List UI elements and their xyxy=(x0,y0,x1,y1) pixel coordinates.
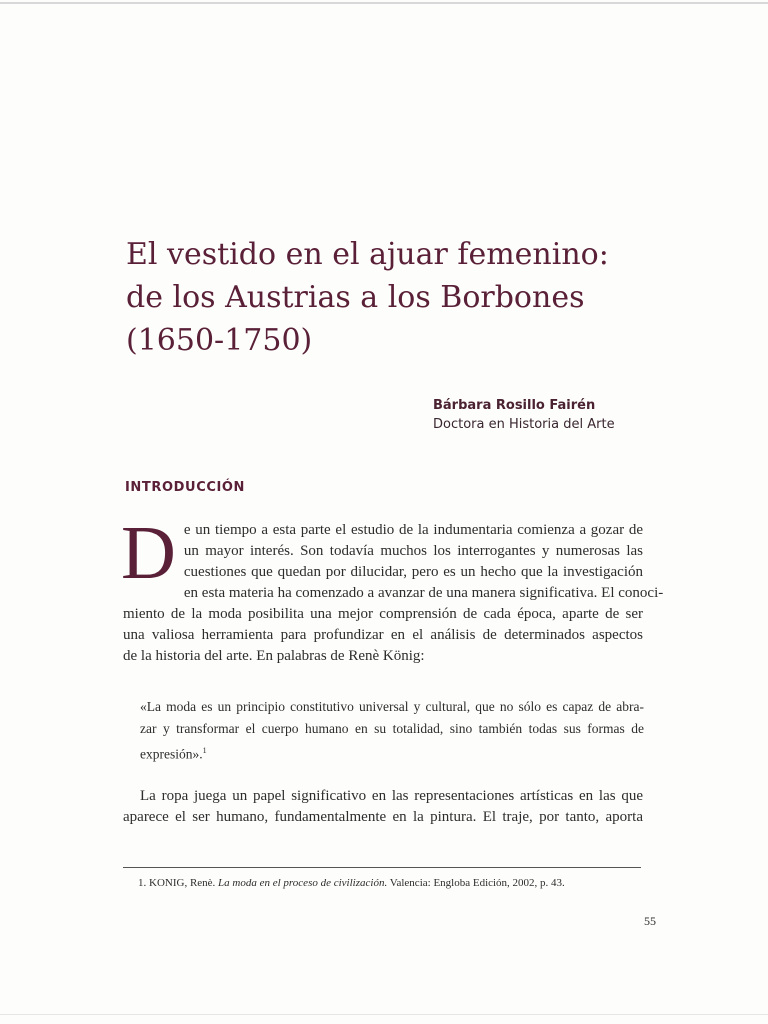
author-name: Bárbara Rosillo Fairén xyxy=(433,398,596,413)
top-rule xyxy=(0,2,768,4)
paragraph-2-line: La ropa juega un papel significativo en las representaciones artísticas en las que xyxy=(140,788,643,804)
title-line-1: El vestido en el ajuar femenino: xyxy=(126,237,609,272)
footnote-work-title: La moda en el proceso de civilización. xyxy=(218,877,388,889)
section-heading: INTRODUCCIÓN xyxy=(125,480,246,495)
article-title xyxy=(126,233,686,362)
footnote xyxy=(138,876,565,891)
footnote-number: 1. xyxy=(138,877,147,889)
paragraph-1-line: en esta materia ha comenzado a avanzar de una manera significativa. El conoci- xyxy=(183,585,664,601)
footnote-rule xyxy=(123,867,641,868)
quote-line: «La moda es un principio constitutivo universal y cultural, que no sólo es capaz de abra- xyxy=(140,699,644,714)
title-line-3: (1650-1750) xyxy=(126,323,313,358)
paragraph-2 xyxy=(123,786,643,828)
title-line-2: de los Austrias a los Borbones xyxy=(126,280,585,315)
paragraph-1-line: una valiosa herramienta para profundizar en el análisis de determinados aspectos xyxy=(123,627,643,643)
drop-cap: D xyxy=(121,511,176,595)
paragraph-1 xyxy=(121,511,664,667)
bottom-rule xyxy=(0,1014,768,1015)
author-role: Doctora en Historia del Arte xyxy=(433,417,615,432)
author-block xyxy=(433,396,615,434)
footnote-publication: Valencia: Engloba Edición, 2002, p. 43. xyxy=(389,877,565,889)
paragraph-1-line: e un tiempo a esta parte el estudio de la indumentaria comienza a gozar de xyxy=(183,522,643,538)
paragraph-1-line: miento de la moda posibilita una mejor comprensión de cada época, aparte de ser xyxy=(123,606,643,622)
paragraph-1-line: cuestiones que quedan por dilucidar, pero es un hecho que la investigación xyxy=(183,564,643,580)
quote-line-text: expresión». xyxy=(140,746,203,762)
quote-line-last xyxy=(140,740,644,766)
paragraph-1-line: un mayor interés. Son todavía muchos los interrogantes y numerosas las xyxy=(183,543,643,559)
footnote-reference[interactable]: 1 xyxy=(202,746,207,755)
quote-line: zar y transformar el cuerpo humano en su totalidad, sino también todas sus formas de xyxy=(140,721,644,736)
block-quote xyxy=(140,696,644,766)
page-number: 55 xyxy=(644,914,656,928)
paragraph-1-line: de la historia del arte. En palabras de Renè König: xyxy=(123,648,425,664)
footnote-author: KONIG, Renè. xyxy=(149,877,216,889)
paragraph-2-line: aparece el ser humano, fundamentalmente en la pintura. El traje, por tanto, aporta xyxy=(123,809,643,825)
